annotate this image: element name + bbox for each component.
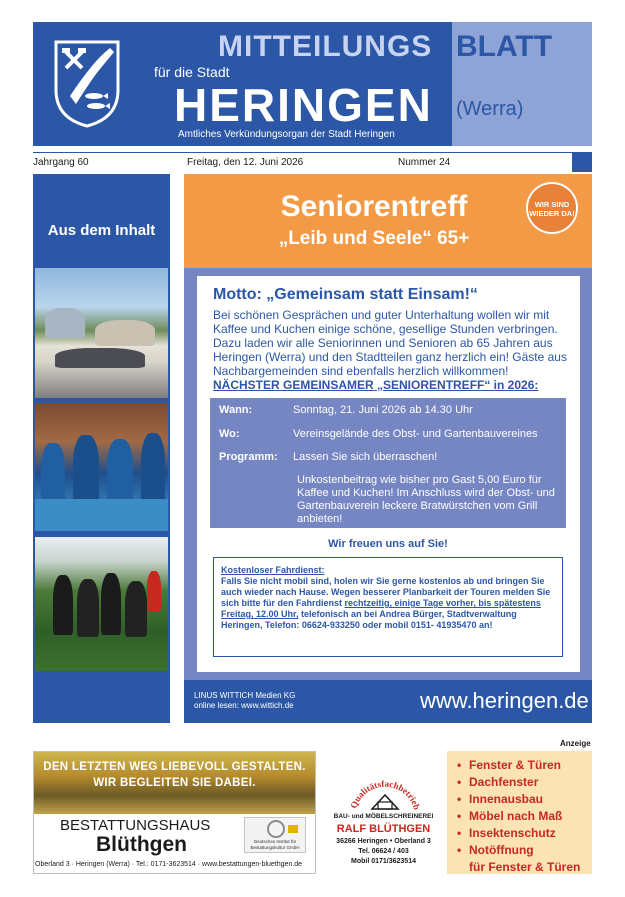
ad-services-list — [447, 751, 592, 874]
sidebar-title: Aus dem Inhalt — [47, 222, 156, 239]
shuttle-text-part1: Falls Sie nicht mobil sind, holen wir Sie gerne kostenlos ab und bringen Sie auch wieder nach Hause. Wegen besserer Planbarkeit der Touren melden Sie sich bitte für den Fahrdienst — [221, 576, 551, 608]
ad-carpentry-phone: Tel. 06624 / 403 — [358, 848, 409, 855]
next-meeting-heading: NÄCHSTER GEMEINSAMER „SENIORENTREFF“ in 2026: — [213, 378, 539, 392]
service-item: • Fenster & Türen — [457, 758, 562, 772]
city-crest-icon — [52, 38, 122, 128]
issue-meta — [33, 152, 592, 172]
ad-funeral-slogan-2: WIR BEGLEITEN SIE DABEI. — [93, 777, 256, 789]
ad-carpentry-type: BAU- und MÖBELSCHREINEREI — [333, 813, 434, 820]
ad-carpentry-name: RALF BLÜTHGEN — [336, 823, 431, 835]
publisher-online-link[interactable]: online lesen: www.wittich.de — [194, 701, 294, 710]
shuttle-service-text — [221, 576, 557, 631]
article-title: Seniorentreff — [280, 190, 468, 223]
photo-table-tennis-team[interactable] — [35, 403, 168, 531]
svg-text:Qualitätsfachbetrieb: Qualitätsfachbetrieb — [348, 778, 422, 811]
article-intro: Bei schönen Gesprächen und guter Unterhaltung wollen wir mit Kaffee und Kuchen einige schöne, gesellige Stunden verbringen. Dazu laden wir alle Seniorinnen und Senioren ab 65 Jahren aus Heringen (Werra) und den Stadtteilen ganz herzlich ein! Gäste aus Nachbargemeinden sind ebenfalls herzlich willkommen! — [213, 308, 567, 378]
ad-funeral-contact: Oberland 3 · Heringen (Werra) · Tel.: 0171-3623514 · www.bestattungen-bluethgen.de — [35, 861, 303, 868]
masthead-city-name: HERINGEN — [174, 79, 433, 131]
meta-accent — [572, 152, 592, 172]
event-when-label: Wann: — [219, 404, 253, 416]
shuttle-service-title: Kostenloser Fahrdienst: — [221, 565, 325, 575]
ad-carpentry-address: 36266 Heringen • Oberland 3 — [336, 838, 431, 845]
ad-label: Anzeige — [560, 739, 591, 748]
service-item: • Notöffnung — [457, 843, 534, 857]
ad-funeral-slogan-1: DEN LETZTEN WEG LIEBEVOLL GESTALTEN. — [43, 761, 306, 773]
masthead-title-part2: BLATT — [456, 30, 553, 63]
masthead-title-part1: MITTEILUNGS — [218, 30, 433, 63]
service-item: • Dachfenster — [457, 775, 539, 789]
event-program-value: Lassen Sie sich überraschen! — [293, 451, 438, 463]
closing-line: Wir freuen uns auf Sie! — [328, 538, 448, 550]
badge-line2: WIEDER DA! — [529, 209, 575, 218]
service-item: • Innenausbau — [457, 792, 544, 806]
publisher-name: LINUS WITTICH Medien KG — [194, 691, 296, 700]
certification-text: Deutsches Institut für Bestattungskultur GmbH — [250, 839, 300, 850]
services-list — [457, 757, 580, 876]
service-item: für Fenster & Türen — [469, 860, 581, 874]
shuttle-text-part2: telefonisch an bei Andrea Bürger, Stadtverwaltung Heringen, Telefon: 06624-933250 oder mobil 0151- 41935470 an! — [221, 609, 517, 630]
service-item: • Insektenschutz — [457, 826, 556, 840]
service-item: • Möbel nach Maß — [457, 809, 563, 823]
wir-sind-wieder-da-badge — [526, 182, 578, 234]
event-extra-info: Unkostenbeitrag wie bisher pro Gast 5,00 Euro für Kaffee und Kuchen! Im Anschluss wird der Obst- und Gartenbauverein leckere Bratwürstchen vom Grill anbieten! — [297, 474, 555, 525]
event-where-label: Wo: — [219, 428, 240, 440]
masthead-region: (Werra) — [456, 98, 524, 120]
article-subtitle: „Leib und Seele“ 65+ — [278, 228, 470, 249]
photo-youth-football-team[interactable] — [35, 537, 168, 671]
event-when-value: Sonntag, 21. Juni 2026 ab 14.30 Uhr — [293, 404, 473, 416]
badge-line1: WIR SIND — [534, 200, 570, 209]
quality-seal-icon — [348, 769, 422, 817]
masthead-subtitle: Amtliches Verkündungsorgan der Stadt Heringen — [178, 129, 395, 140]
event-where-value: Vereinsgelände des Obst- und Gartenbauvereines — [293, 428, 538, 440]
masthead-for-city: für die Stadt — [154, 64, 230, 80]
issue-volume: Jahrgang 60 — [33, 157, 89, 168]
photo-town-square[interactable] — [35, 268, 168, 398]
shuttle-text-deadline: rechtzeitig, einige Tage vorher, bis spätestens Freitag, 12.00 Uhr, — [221, 598, 541, 619]
ad-funeral-name-line2: Blüthgen — [96, 833, 187, 856]
issue-number: Nummer 24 — [398, 157, 451, 168]
article-motto: Motto: „Gemeinsam statt Einsam!“ — [213, 286, 478, 303]
ad-carpentry-mobile: Mobil 0171/3623514 — [351, 858, 416, 865]
ad-funeral-name-line1: BESTATTUNGSHAUS — [60, 817, 211, 834]
website-link[interactable]: www.heringen.de — [420, 688, 589, 713]
event-program-label: Programm: — [219, 451, 278, 463]
issue-date: Freitag, den 12. Juni 2026 — [187, 157, 304, 168]
